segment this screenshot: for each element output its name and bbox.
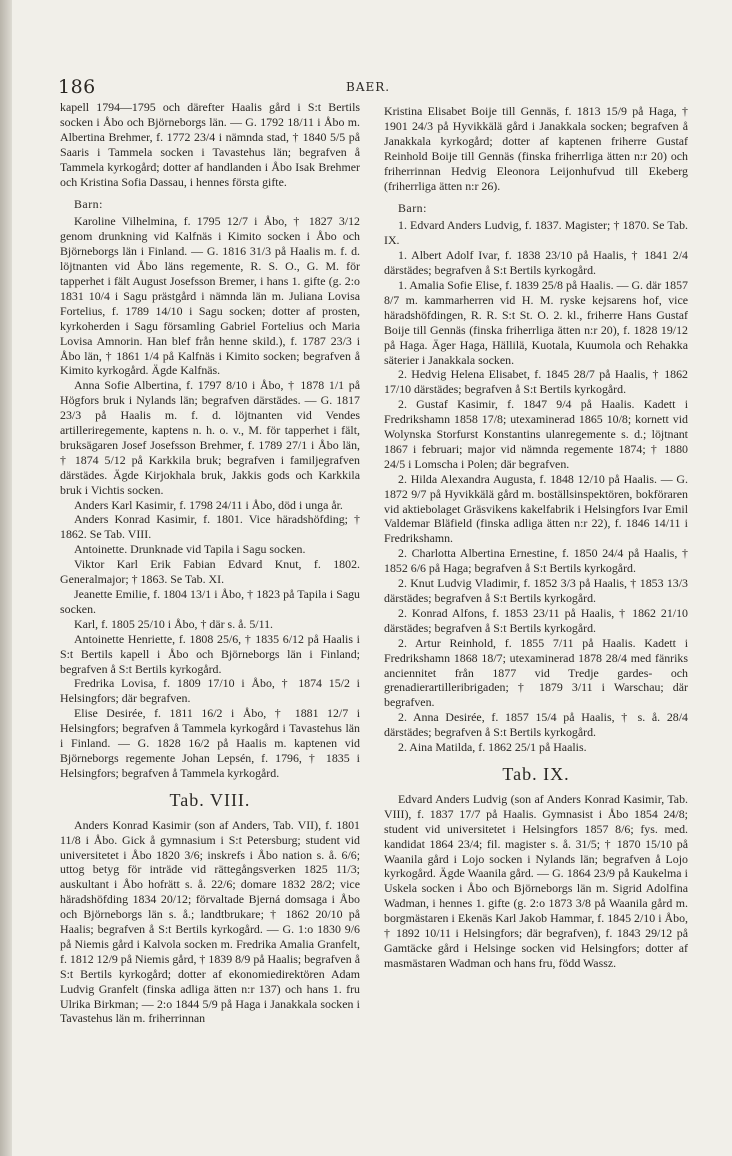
child-entry: Jeanette Emilie, f. 1804 13/1 i Åbo, † 1823 på Tapila i Sagu socken. bbox=[60, 587, 360, 616]
child-entry: 2. Anna Desirée, f. 1857 15/4 på Haalis, † s. å. 28/4 därstädes; begrafven å S:t Bertils kyrkogård. bbox=[384, 710, 688, 740]
child-entry: 1. Albert Adolf Ivar, f. 1838 23/10 på Haalis, † 1841 2/4 därstädes; begrafven å S:t Bertils kyrkogård. bbox=[384, 248, 688, 278]
child-entry: 2. Gustaf Kasimir, f. 1847 9/4 på Haalis. Kadett i Fredrikshamn 1858 17/8; utexaminerad 1865 10/8; kornett vid Wolynska Storfurst Konstantins ulanregemente s. d.; löjtnant 1867 i februari; major vid nämnda regemente 1874; † 1880 24/5 i Lomscha i Polen; där begrafven. bbox=[384, 397, 688, 471]
child-entry: Anna Sofie Albertina, f. 1797 8/10 i Åbo, † 1878 1/1 på Högfors bruk i Nylands län; begrafven därstädes. — G. 1817 23/3 på Haalis m. f. d. löjtnanten vid Vendes artilleriregemente, kaptens n. h. o. v., M. för tapperhet i fält, bruksägaren Josef Josefsson Brehmer, f. 1789 27/1 i Åbo län, † 1874 5/12 på Karkkila bruk; begrafven i familjegrafven därstädes. Ägde Kirjokhala bruk, Jakkis gods och Karkkila bruk i Vichtis socken. bbox=[60, 378, 360, 497]
child-entry: Anders Konrad Kasimir, f. 1801. Vice häradshöfding; † 1862. Se Tab. VIII. bbox=[60, 512, 360, 542]
page-number: 186 bbox=[58, 76, 96, 98]
child-entry: Karoline Vilhelmina, f. 1795 12/7 i Åbo, † 1827 3/12 genom drunkning vid Kalfnäs i Kimito socken i Åbo och Björneborgs län i Finland. — G. 1816 31/3 på Haalis m. f. d. löjtnanten vid Åbo läns regemente, R. S. O., G. M. för tapperhet i fält August Josefsson Bremer, i hans 1. gifte (g. 2:o 1831 10/4 i Sagu prästgård i nämnda län m. Juliana Lovisa Fortelius, f. 1789 14/10 i Sagu socken; dotter af prosten, kyrkoherden i Sagu församling Gabriel Fortelius och Maria Lovisa Amnorin. Han blef från henne skild.), f. 1787 23/3 i Åbo län, † 1861 1/4 på Kalfnäs i Kimito socken; begrafven å Kimito kyrkogård. Ägde Kalfnäs. bbox=[60, 214, 360, 378]
paragraph: kapell 1794—1795 och därefter Haalis gård i S:t Bertils socken i Åbo och Björneborgs län. — G. 1792 18/11 i Åbo m. Albertina Brehmer, f. 1772 23/4 i nämnda stad, † 1840 5/5 på Saaris i Tammela socken i Tavastehus län; begrafven å Tammela kyrkogård; dotter af handlanden i Åbo Isak Brehmer och Kristina Sofia Dassau, i hennes första gifte. bbox=[60, 100, 360, 189]
paragraph: Edvard Anders Ludvig (son af Anders Konrad Kasimir, Tab. VIII), f. 1837 17/7 på Haalis. Gymnasist i Åbo 1854 24/8; student vid universitetet i Helsingfors 1857 8/6; fys. med. kandidat 1864 23/4; fil. magister s. å. 31/5; † 1870 15/10 på Waanila gård i Lojo socken i Nylands län; begrafven å Lojo kyrkogård. Ägde Waanila gård. — G. 1864 23/9 på Kaukelma i Uskela socken i Åbo och Björneborgs län m. Sigrid Adolfina Wadman, i hennes 1. gifte (g. 2:o 1873 3/8 på Waanila gård m. borgmästaren i Ekenäs Karl Jakob Hammar, f. 1845 2/10 i Åbo, † 1892 10/11 i Helsingfors; där begrafven), f. 1843 29/12 på Gamtäcke gård i Helsinge socken vid Helsingfors; dotter af masmästaren Wadman och hans fru, född Wassz. bbox=[384, 791, 688, 970]
child-entry: Karl, f. 1805 25/10 i Åbo, † där s. å. 5/11. bbox=[74, 616, 274, 631]
child-entry: 2. Hilda Alexandra Augusta, f. 1848 12/10 på Haalis. — G. 1872 9/7 på Hyvikkälä gård m. boställsinspektören, bokföraren vid aktiebolaget Gräsvikens kakelfabrik i Helsingfors Ivar Emil Valdemar Bläfield (finska adliga ätten n:r 22), f. 1846 14/11 i Fredrikshamn. bbox=[384, 471, 688, 546]
child-entry: Fredrika Lovisa, f. 1809 17/10 i Åbo, † 1874 15/2 i Helsingfors; där begrafven. bbox=[60, 676, 360, 706]
child-entry: Elise Desirée, f. 1811 16/2 i Åbo, † 1881 12/7 i Helsingfors; begrafven å Tammela kyrkogård i Tavastehus län i Finland. — G. 1828 16/2 på Haalis m. kaptenen vid Björneborgs regemente Johan Lepsén, f. 1796, † 1835 i Helsingfors; begrafven å Tammela kyrkogård. bbox=[60, 706, 360, 780]
child-entry: 2. Charlotta Albertina Ernestine, f. 1850 24/4 på Haalis, † 1852 6/6 på Haga; begrafven å S:t Bertils kyrkogård. bbox=[384, 546, 688, 576]
section-label: Barn: bbox=[74, 197, 103, 212]
page-gutter bbox=[0, 0, 12, 1156]
paragraph: Kristina Elisabet Boije till Gennäs, f. 1813 15/9 på Haga, † 1901 24/3 på Hyvikkälä gård i Janakkala socken; begrafven å Janakkala kyrkogård; dotter af kaptenen friherre Gustaf Reinhold Boije till Gennäs (finska friherrliga ätten n:r 20) och friherrinnan Hedvig Eleonora Leijonhufvud till Ekeberg (friherrliga ätten n:r 26). bbox=[384, 104, 688, 193]
child-entry: 2. Konrad Alfons, f. 1853 23/11 på Haalis, † 1862 21/10 därstädes; begrafven å S:t Bertils kyrkogård. bbox=[384, 605, 688, 635]
paragraph: Anders Konrad Kasimir (son af Anders, Tab. VII), f. 1801 11/8 i Åbo. Gick å gymnasium i S:t Petersburg; student vid universitetet i Åbo 1820 3/6; inskrefs i Åbo nation s. å. 6/6; uttog betyg för inträde vid rättegångsverken 1825 11/3; auskultant i Åbo hofrätt s. å. 22/6; domare 1832 28/2; vice häradshöfding 1834 20/12; förvaltade Bjerná domsaga i Åbo och Björneborgs län s. å.; landtbrukare; † 1862 20/10 på Haalis; begrafven å S:t Bertils kyrkogård. — G. 1:o 1830 9/6 på Niemis gård i Kalvola socken m. Fredrika Amalia Granfelt, f. 1812 12/9 på Niemis gård, † 1839 8/9 på Haalis; begrafven å S:t Bertils kyrkogård; dotter af ekonomiedirektören Adam Ludvig Granfelt (finska adliga ätten n:r 137) och hans 1. fru Ulrika Birkman; — 2:o 1844 5/9 på Haga i Janakkala socken i Tavastehus län m. friherrinnan bbox=[60, 817, 360, 1026]
child-entry: 2. Knut Ludvig Vladimir, f. 1852 3/3 på Haalis, † 1853 13/3 därstädes; begrafven å S:t Bertils kyrkogård. bbox=[384, 576, 688, 605]
child-entry: Antoinette Henriette, f. 1808 25/6, † 1835 6/12 på Haalis i S:t Bertils kapell i Åbo och Björneborgs län i Finland; begrafven å S:t Bertils kyrkogård. bbox=[60, 631, 360, 676]
right-column bbox=[384, 104, 688, 971]
section-label: Barn: bbox=[398, 201, 427, 216]
child-entry: Antoinette. Drunknade vid Tapila i Sagu socken. bbox=[74, 542, 306, 557]
child-entry: 2. Artur Reinhold, f. 1855 7/11 på Haalis. Kadett i Fredrikshamn 1868 18/7; utexaminerad 1878 28/4 med fänriks anciennitet från 1877 vid Tredje gardes- och grenadierartilleribrigaden; † 1879 3/11 i Warschau; där begrafven. bbox=[384, 635, 688, 710]
child-entry: 1. Amalia Sofie Elise, f. 1839 25/8 på Haalis. — G. där 1857 8/7 m. kammarherren vid H. M. ryske kejsarens hof, vice häradshöfdingen, R. R. S:t St. O. 2. kl., friherre Hans Gustaf Boije till Gennäs (finska friherrliga ätten n:r 20), f. 1828 19/12 på Haga. Äger Haga, Hällilä, Kuotala, Kuumola och Rehakka säterier i Janakkala socken. bbox=[384, 277, 688, 367]
table-heading: Tab. VIII. bbox=[169, 789, 251, 810]
child-entry: 1. Edvard Anders Ludvig, f. 1837. Magister; † 1870. Se Tab. IX. bbox=[384, 218, 688, 248]
child-entry: 2. Aina Matilda, f. 1862 25/1 på Haalis. bbox=[398, 740, 587, 755]
child-entry: Anders Karl Kasimir, f. 1798 24/11 i Åbo, död i unga år. bbox=[74, 497, 343, 512]
child-entry: 2. Hedvig Helena Elisabet, f. 1845 28/7 på Haalis, † 1862 17/10 därstädes; begrafven å S:t Bertils kyrkogård. bbox=[384, 367, 688, 397]
left-column bbox=[60, 100, 360, 1026]
running-head: BAER. bbox=[346, 80, 391, 94]
child-entry: Viktor Karl Erik Fabian Edvard Knut, f. 1802. Generalmajor; † 1863. Se Tab. XI. bbox=[60, 557, 360, 587]
table-heading: Tab. IX. bbox=[502, 763, 570, 784]
